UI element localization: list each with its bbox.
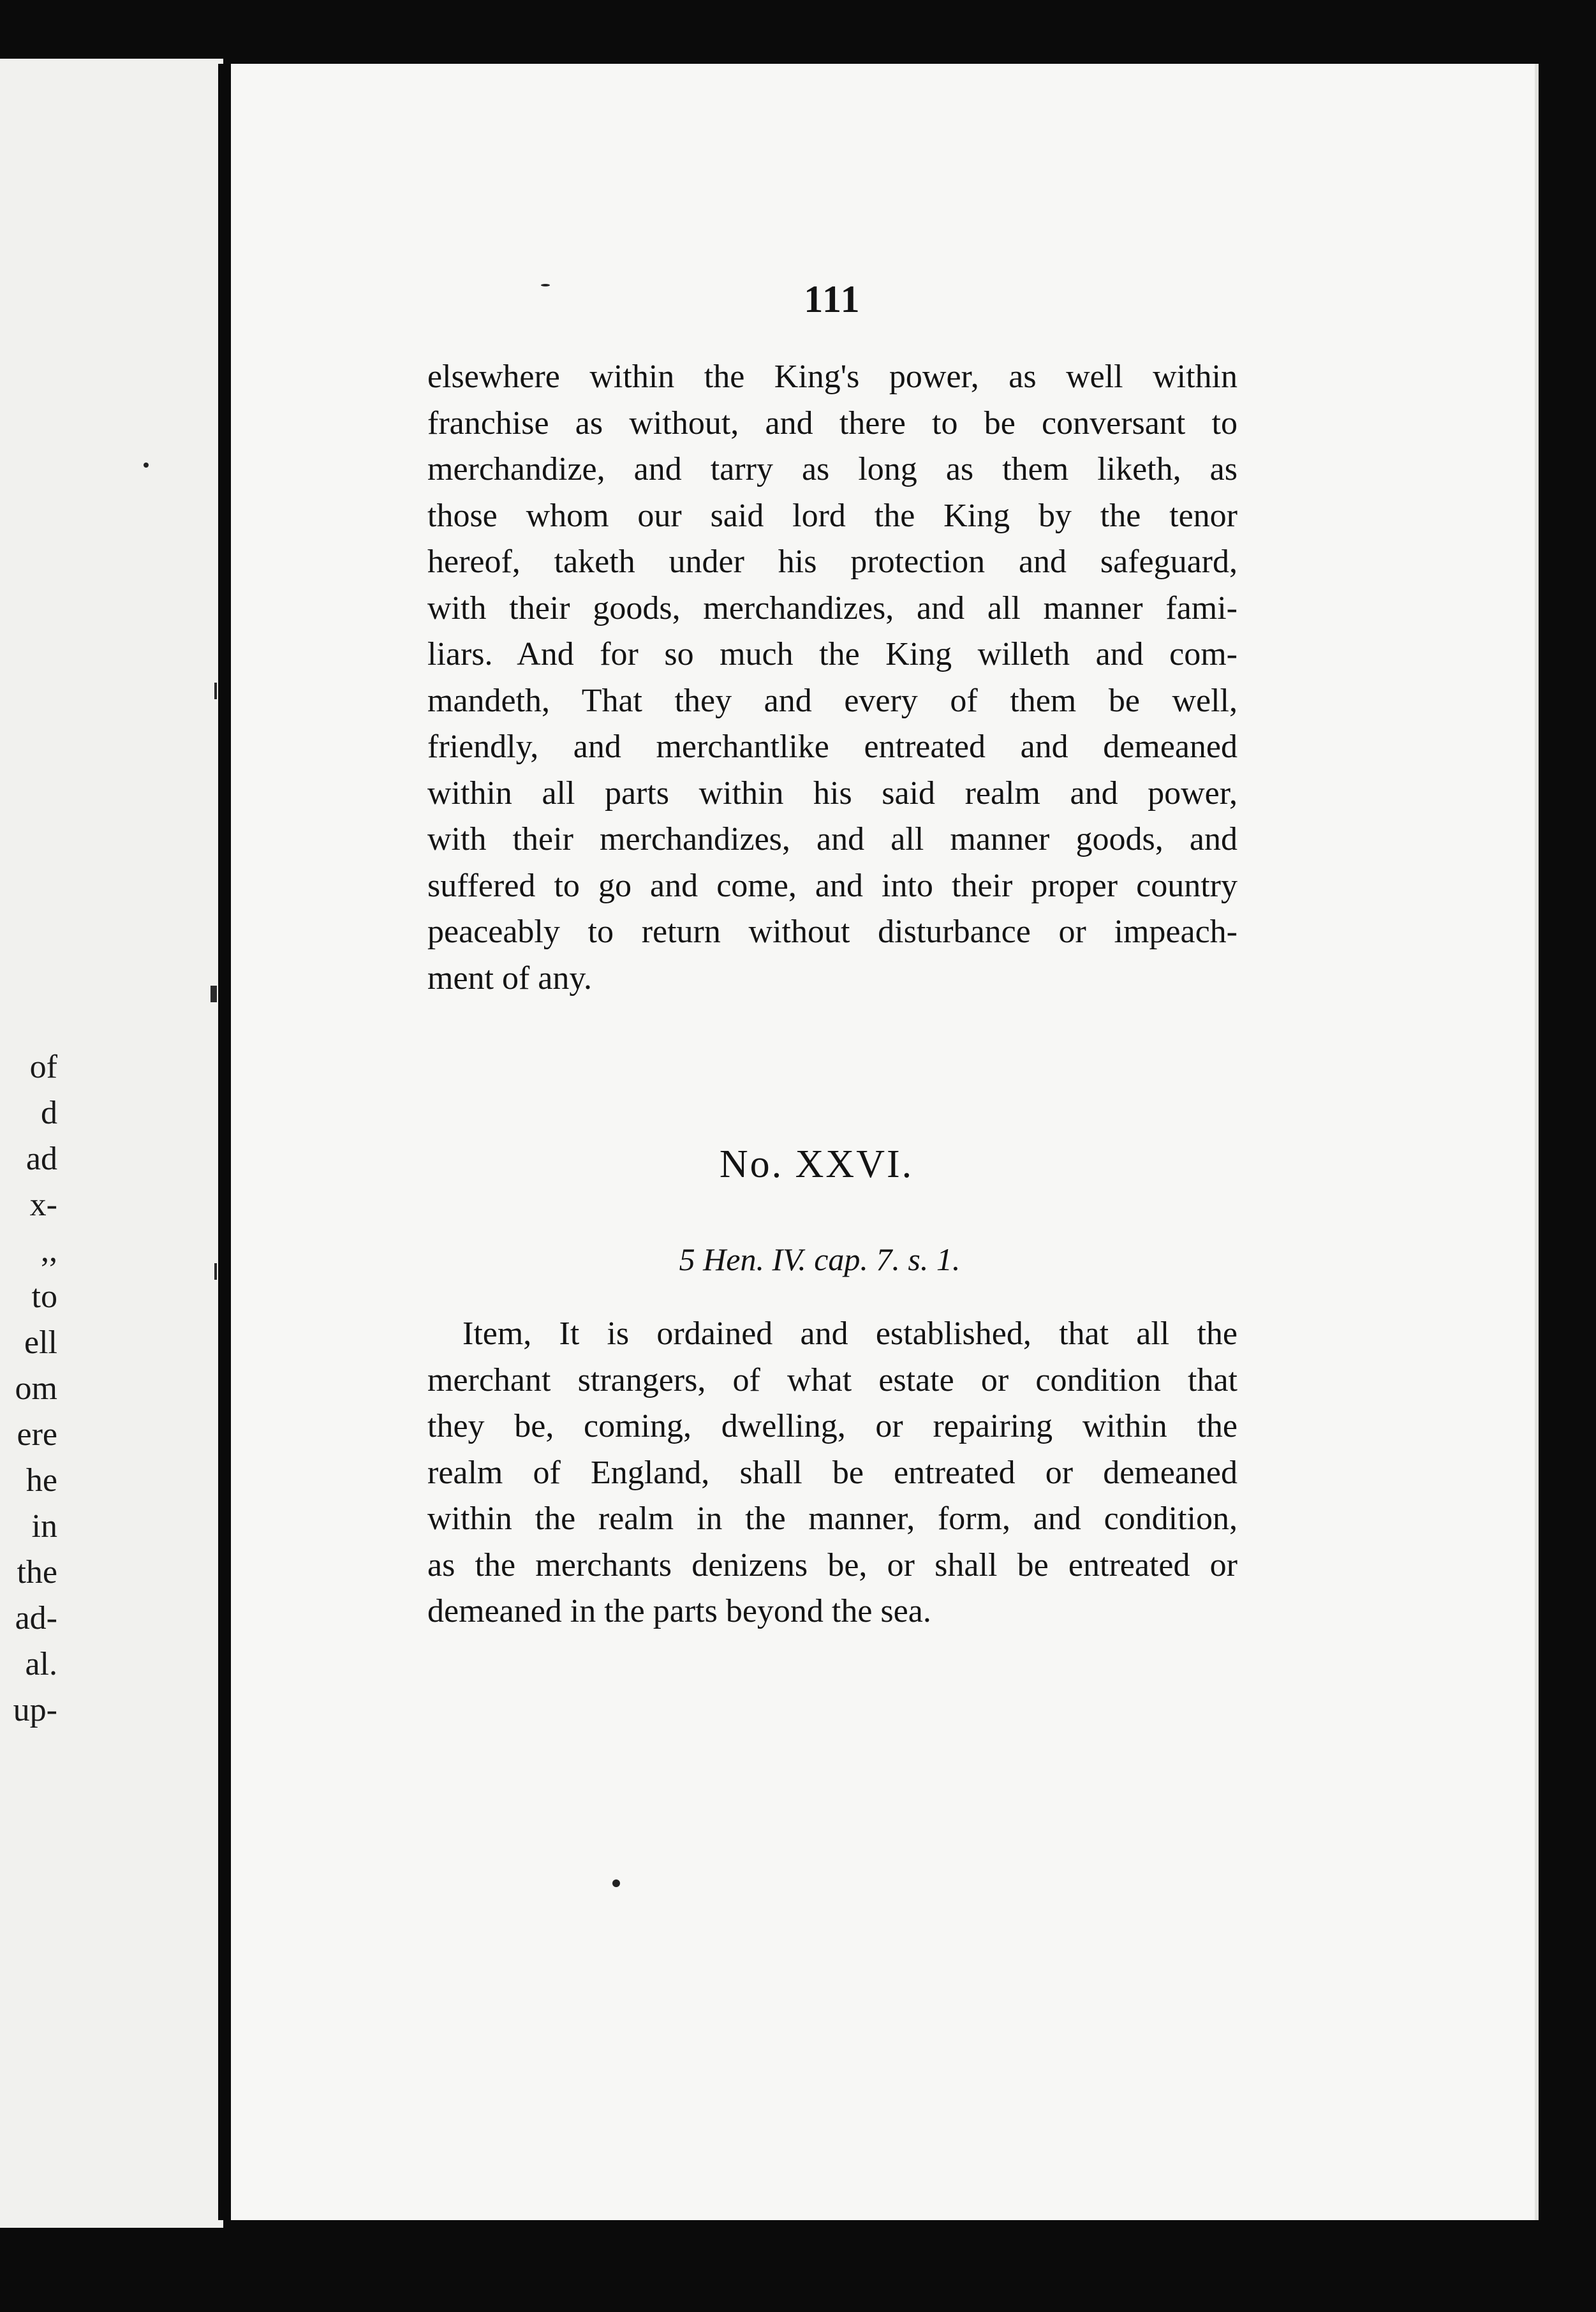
text-line: within the realm in the manner, form, and condition, xyxy=(427,1501,1238,1537)
left-fragment: om xyxy=(15,1370,57,1407)
left-fragment: ad- xyxy=(15,1600,57,1636)
left-fragment: in xyxy=(31,1508,57,1545)
text-line: hereof, taketh under his protection and safeguard, xyxy=(427,544,1238,580)
left-page-text-fragments xyxy=(0,1044,57,1733)
text-line: as the merchants denizens be, or shall be entreated or xyxy=(427,1546,1238,1583)
left-fragment: ad xyxy=(26,1141,57,1177)
left-facing-page xyxy=(0,59,223,2228)
ink-speck xyxy=(541,284,550,286)
left-fragment: ,, xyxy=(41,1233,57,1269)
text-line: with their goods, merchandizes, and all manner fami- xyxy=(427,589,1238,626)
left-fragment: ere xyxy=(17,1416,57,1453)
text-line: friendly, and merchantlike entreated and demeaned xyxy=(427,729,1238,765)
left-fragment: up- xyxy=(13,1692,57,1728)
text-line: merchant strangers, of what estate or condition that xyxy=(427,1361,1238,1398)
left-fragment: al. xyxy=(25,1646,57,1682)
left-fragment: the xyxy=(17,1554,57,1590)
text-line: suffered to go and come, and into their proper country xyxy=(427,867,1238,904)
text-line: within all parts within his said realm and power, xyxy=(427,774,1238,811)
left-fragment: x- xyxy=(29,1187,57,1223)
text-line: they be, coming, dwelling, or repairing within the xyxy=(427,1408,1238,1444)
text-line: merchandize, and tarry as long as them liketh, as xyxy=(427,451,1238,487)
left-fragment: to xyxy=(31,1278,57,1315)
margin-mark xyxy=(214,683,217,699)
page-number: 111 xyxy=(804,278,861,320)
margin-mark xyxy=(211,986,217,1002)
text-line: mandeth, That they and every of them be well, xyxy=(427,682,1238,719)
left-fragment: d xyxy=(41,1095,57,1131)
section-heading: No. XXVI. xyxy=(719,1143,914,1186)
left-fragment: of xyxy=(29,1049,57,1085)
text-line: Item, It is ordained and established, that all the xyxy=(462,1315,1238,1352)
text-line: elsewhere within the King's power, as well within xyxy=(427,359,1238,395)
book-binding-gutter xyxy=(218,64,230,2220)
ink-speck xyxy=(612,1879,620,1887)
text-line: ment of any. xyxy=(427,960,592,997)
paragraph-continuation xyxy=(427,354,1238,1002)
left-fragment: he xyxy=(26,1462,57,1499)
text-line: those whom our said lord the King by the tenor xyxy=(427,497,1238,534)
statute-citation: 5 Hen. IV. cap. 7. s. 1. xyxy=(679,1241,961,1277)
text-line: franchise as without, and there to be conversant to xyxy=(427,404,1238,441)
margin-mark xyxy=(214,1263,217,1280)
text-line: liars. And for so much the King willeth and com- xyxy=(427,636,1238,672)
text-line: realm of England, shall be entreated or demeaned xyxy=(427,1454,1238,1491)
ink-speck xyxy=(144,463,149,468)
statute-paragraph xyxy=(427,1311,1238,1635)
left-fragment: ell xyxy=(24,1324,57,1361)
text-line: peaceably to return without disturbance or impeach- xyxy=(427,914,1238,950)
text-line: with their merchandizes, and all manner goods, and xyxy=(427,821,1238,857)
text-line: demeaned in the parts beyond the sea. xyxy=(427,1593,931,1629)
